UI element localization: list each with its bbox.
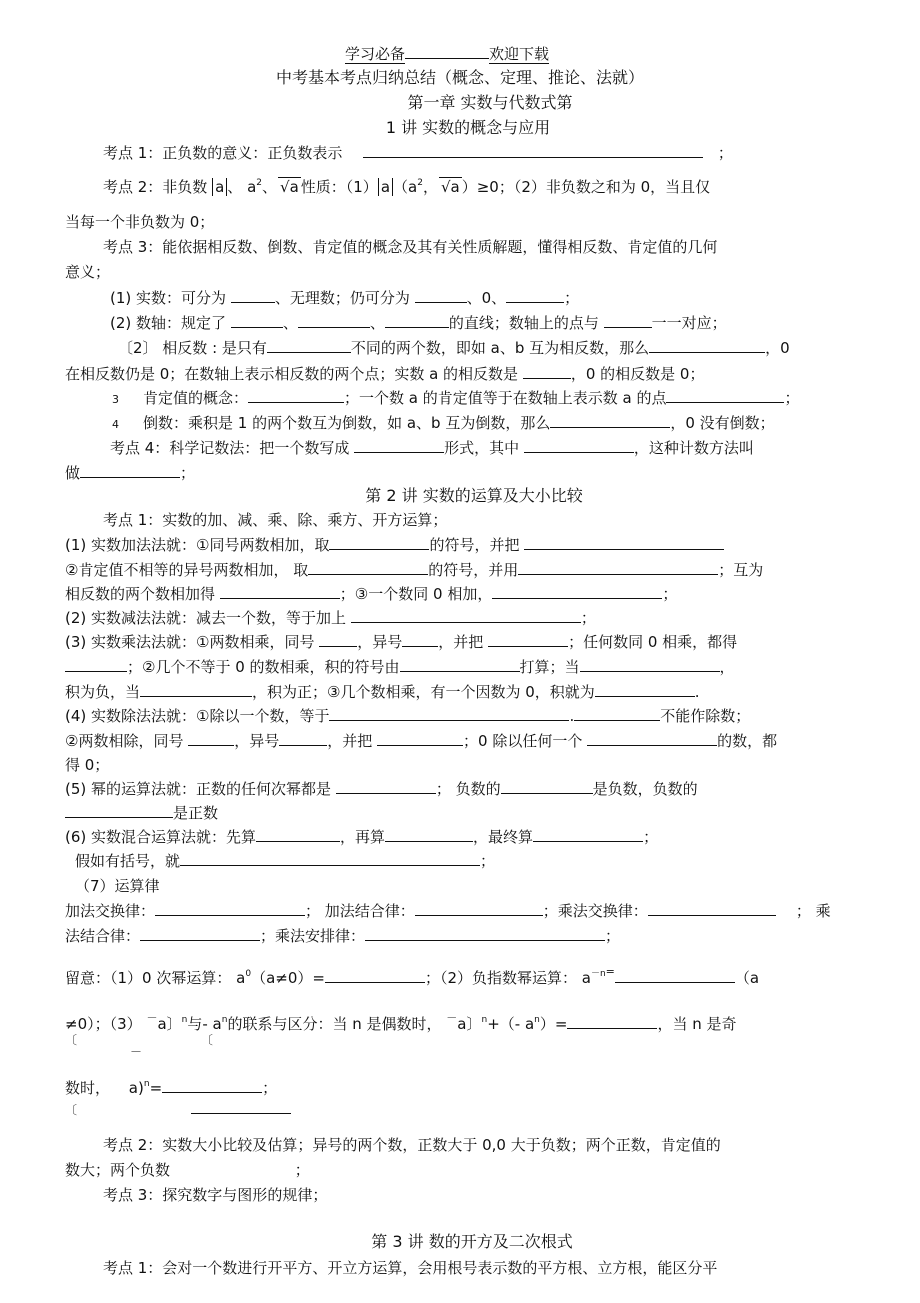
item-opposite: 〔2〕 相反数 : 是只有 不同的两个数，即如 a、b 互为相反数，那么 ，0 (118, 339, 790, 357)
l2-power-2: 是正数 (65, 803, 218, 823)
item-real-numbers: (1) 实数：可分为 、无理数；仍可分为 、0、 ； (110, 289, 580, 307)
l2-power: (5) 幂的运算法就：正数的任何次幂都是 ； 负数的 是负数，负数的 (65, 780, 698, 798)
l2-division-3: 得 0； (65, 756, 110, 774)
l2-division: (4) 实数除法法就：①除以一个数，等于 . 不能作除数； (65, 707, 751, 725)
l2-mixed-2: 假如有括号，就 ； (75, 852, 496, 870)
lecture1-title: 1 讲 实数的概念与应用 (385, 118, 551, 137)
kaodian-3: 考点 3：能依据相反数、倒数、肯定值的概念及其有关性质解题，懂得相反数、肯定值的几何 (103, 238, 718, 256)
l2-laws-2: 法结合律： ；乘法安排律： ； (65, 927, 621, 945)
l2-laws-1: 加法交换律： ； 加法结合律： ；乘法交换律： ； 乘 (65, 902, 831, 920)
l2-kaodian-2: 考点 2：实数大小比较及估算；异号的两个数，正数大于 0,0 大于负数；两个正数，肯定值的 (103, 1136, 721, 1154)
chapter-title: 第一章 实数与代数式第 (407, 93, 573, 112)
l2-note-1: 留意：（1）0 次幂运算： $a^0(a\ne 0)=$ ；（2）负指数幂运算： $a^{-n=}$ （a (65, 965, 760, 987)
l2-note-2-brackets: 〔 〔 (65, 1033, 213, 1047)
l2-note-2: ≠0）；（3） －a〕$^n$与- $a^n$的联系与区分：当 n 是偶数时， －a〕$^n$+（- $a^n)=$ ，当 n 是奇 (65, 1011, 737, 1033)
l2-division-2: ②两数相除，同号 ，异号 ，并把 ；0 除以任何一个 的数，都 (65, 732, 778, 750)
lecture2-title: 第 2 讲 实数的运算及大小比较 (365, 486, 583, 505)
l2-multiplication: (3) 实数乘法法就：①两数相乘，同号 ，异号 ，并把 ；任何数同 0 相乘，都得 (65, 633, 738, 651)
item-opposite-cont: 在相反数仍是 0；在数轴上表示相反数的两个点；实数 a 的相反数是 ，0 的相反数是 0； (65, 365, 705, 383)
kaodian-2-cont: 当每一个非负数为 0； (65, 213, 215, 231)
l2-multiplication-2: ；②几个不等于 0 的数相乘，积的符号由 打算；当 ， (65, 657, 735, 677)
item-number-line: (2) 数轴：规定了 、 、 的直线；数轴上的点与 一一对应； (110, 314, 727, 332)
l2-laws-title: （7）运算律 (75, 877, 160, 895)
kaodian-3-cont: 意义； (65, 263, 111, 281)
l2-kaodian-2-cont: 数大；两个负数 ； (65, 1161, 310, 1179)
l2-kaodian-3: 考点 3：探究数字与图形的规律； (103, 1186, 328, 1204)
kaodian-2: 考点 2：非负数 a 、 $a^2$、 √a 性质：（1） a （$a^2$， √a ）≥0；（2）非负数之和为 0，当且仅 (103, 178, 711, 196)
l2-subtraction: (2) 实数减法法就：减去一个数，等于加上 ； (65, 609, 596, 627)
l2-addition-2: ②肯定值不相等的异号两数相加， 取 的符号，并用 ；互为 (65, 561, 764, 579)
page-header (345, 44, 549, 64)
item-reciprocal: 4 倒数：乘积是 1 的两个数互为倒数，如 a、b 互为倒数，那么 ，0 没有倒数； (112, 414, 775, 432)
l2-multiplication-3: 积为负，当 ，积为正；③几个数相乘，有一个因数为 0，积就为 . (65, 683, 700, 701)
l2-addition: (1) 实数加法法就：①同号两数相加，取 的符号，并把 (65, 535, 724, 555)
kaodian-1: 考点 1：正负数的意义：正负数表示 ； (103, 144, 733, 162)
l2-mixed: (6) 实数混合运算法就：先算 ，再算 ，最终算 ； (65, 828, 659, 846)
kaodian-4: 考点 4：科学记数法：把一个数写成 形式，其中 ，这种计数方法叫 (110, 439, 754, 457)
lecture3-title: 第 3 讲 数的开方及二次根式 (371, 1232, 573, 1251)
header-right: 欢迎下载 (489, 45, 550, 63)
l2-note-2-dash: － (130, 1045, 143, 1059)
header-left: 学习必备 (345, 45, 406, 63)
l2-addition-3: 相反数的两个数相加得 ；③一个数同 0 相加， ； (65, 585, 678, 603)
l2-kaodian-1: 考点 1：实数的加、减、乘、除、乘方、开方运算； (103, 511, 448, 529)
l2-note-3: 数时， a)$^n$= ； (65, 1079, 278, 1097)
item-absolute-value: 3 肯定值的概念： ；一个数 a 的肯定值等于在数轴上表示数 a 的点 ； (112, 389, 800, 407)
l3-kaodian-1: 考点 1：会对一个数进行开平方、开立方运算，会用根号表示数的平方根、立方根，能区分平 (103, 1259, 718, 1277)
doc-title: 中考基本考点归纳总结（概念、定理、推论、法就） (275, 68, 644, 87)
l2-note-3-bracket: 〔 (65, 1100, 291, 1120)
kaodian-4-cont: 做 ； (65, 464, 196, 482)
